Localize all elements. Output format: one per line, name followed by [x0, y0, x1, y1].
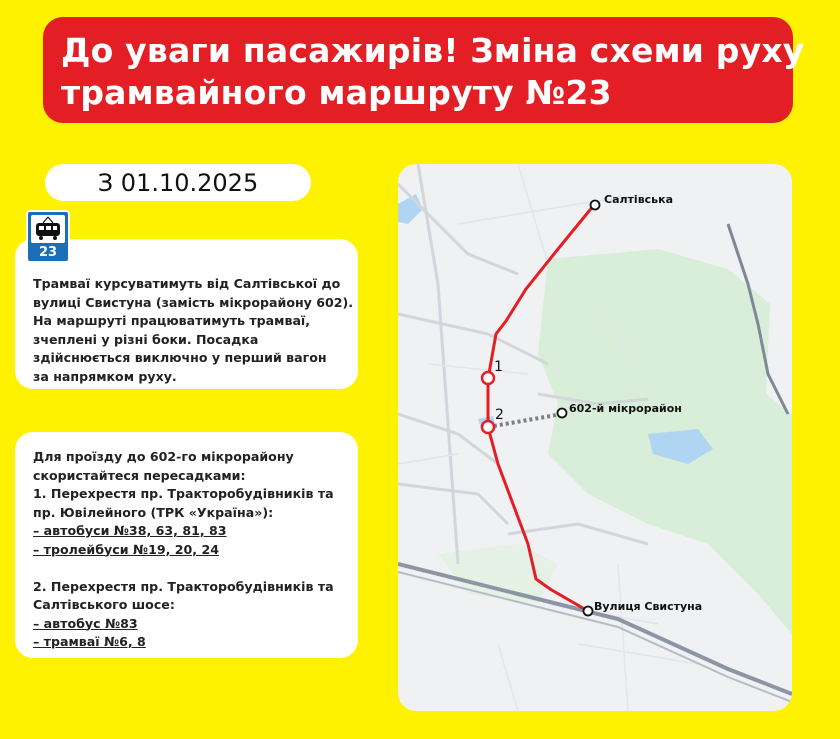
route-change-line: Трамваї курсуватимуть від Салтівської до: [33, 276, 341, 291]
transfers-intro: скористайтеся пересадками:: [33, 467, 246, 483]
transfer-1-trolleybuses: – тролейбуси №19, 20, 24: [33, 541, 219, 557]
transfer-marker-2: 2: [495, 407, 504, 423]
route-change-text: [33, 275, 353, 386]
notice-banner: [43, 17, 805, 123]
transfers-text: [33, 448, 334, 652]
route-change-line: за напрямком руху.: [33, 368, 177, 384]
transfer-2-title: Салтівського шосе:: [33, 597, 175, 612]
banner-title-line1: До уваги пасажирів! Зміна схеми руху: [61, 31, 805, 70]
tram-icon: [31, 215, 65, 243]
route-change-line: вулиці Свистуна (замість мікрорайону 602).: [33, 294, 354, 310]
transfer-1-title: 1. Перехрестя пр. Тракторобудівників та: [33, 486, 334, 501]
route-sign: [26, 210, 70, 263]
stop-label-602: 602-й мікрорайон: [569, 402, 682, 415]
route-number: 23: [38, 245, 58, 260]
transfer-1-buses: – автобуси №38, 63, 81, 83: [33, 523, 227, 538]
route-change-line: здійснюється виключно у перший вагон: [33, 350, 327, 365]
banner-title-line2: трамвайного маршруту №23: [61, 73, 612, 112]
route-change-line: зчеплені у різні боки. Посадка: [33, 331, 259, 347]
info-card-transfers: [15, 432, 358, 658]
transfer-marker-1: 1: [494, 359, 503, 375]
transfer-2-title: 2. Перехрестя пр. Тракторобудівників та: [33, 578, 334, 594]
stop-label-end: Вулиця Свистуна: [594, 600, 703, 613]
map-background: [398, 164, 792, 711]
route-map: [398, 164, 792, 711]
route-change-line: На маршруті працюватимуть трамваї,: [33, 313, 311, 328]
transfer-2-bus: – автобус №83: [33, 615, 138, 631]
stop-label-start: Салтівська: [604, 193, 674, 206]
spacer: [33, 559, 334, 578]
transfer-1-title: пр. Ювілейного (ТРК «Україна»):: [33, 504, 274, 520]
effective-date: З 01.10.2025: [45, 164, 311, 201]
transfer-2-trams: – трамваї №6, 8: [33, 634, 146, 649]
transfers-intro: Для проїзду до 602-го мікрорайону: [33, 449, 294, 464]
